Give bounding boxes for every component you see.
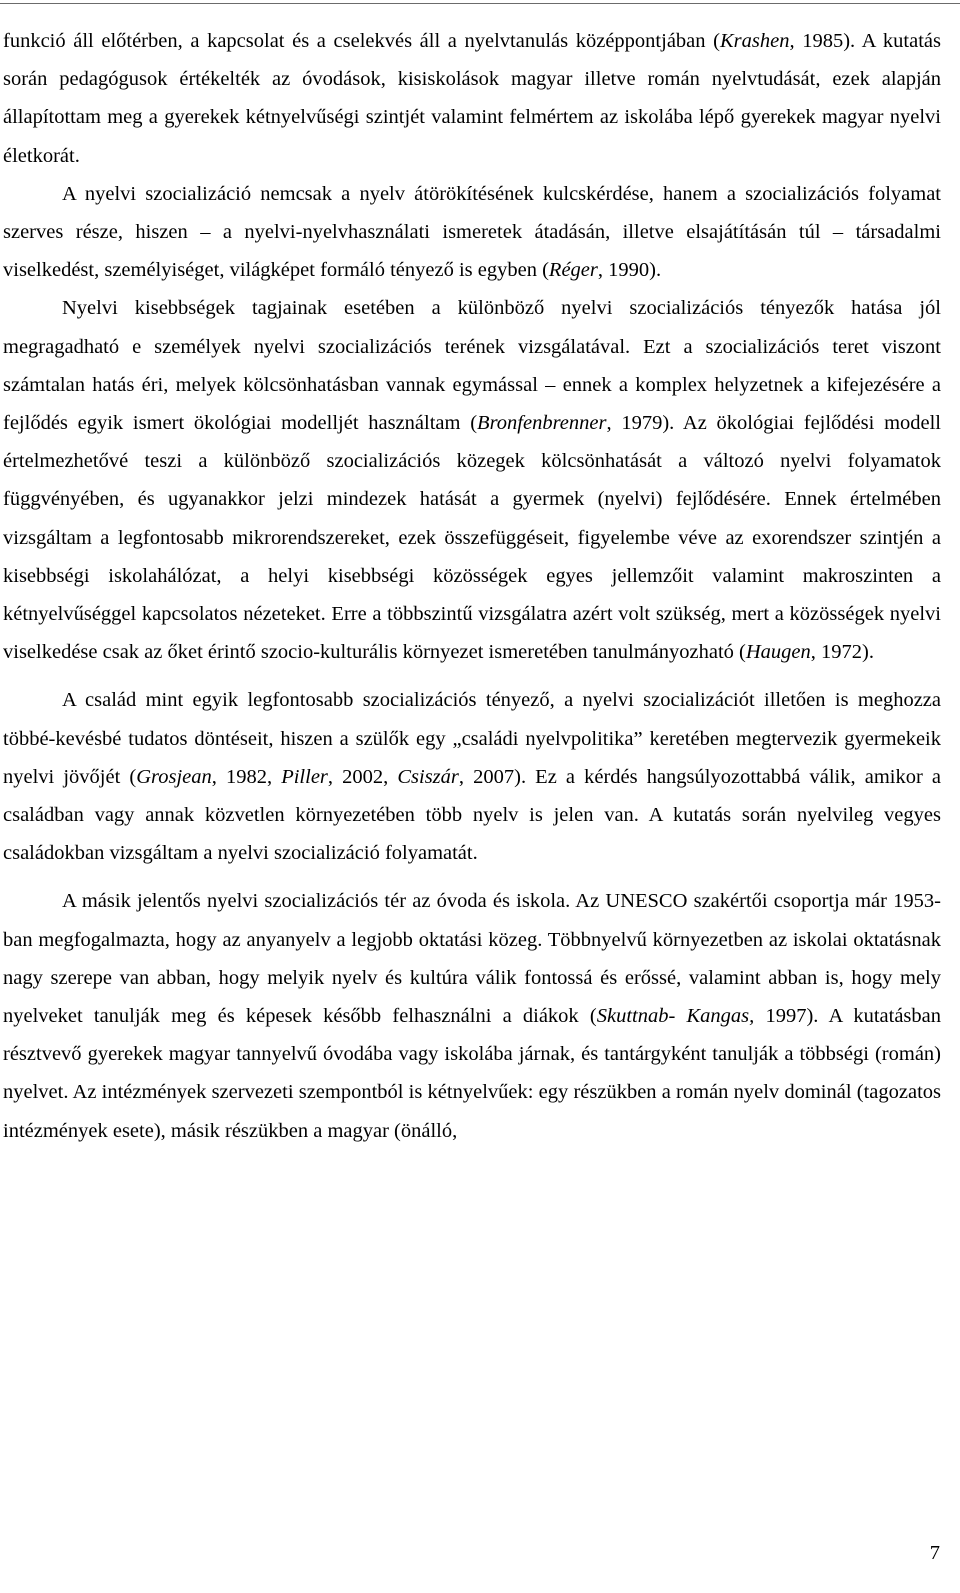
text-run: , 2002, — [327, 765, 398, 788]
paragraph — [3, 289, 941, 671]
citation-author: Csiszár — [397, 765, 459, 788]
citation-author: Skuttnab- Kangas, — [596, 1005, 755, 1028]
citation-author: Krashen, — [719, 30, 795, 52]
paragraph — [3, 882, 941, 1149]
citation-author: Bronfenbrenner — [477, 412, 607, 435]
text-run: , 1979). Az ökológiai fejlődési modell értelmezhetővé teszi a különböző szocializációs közegek kölcsönhatását a változó nyelvi folyamatok függvényében, és ugyanakkor jelzi mindezek hatását a gyermek (nyelvi) fejlődésére. Ennek értelmében vizsgáltam a legfontosabb mikrorendszereket, ezek összefüggéseit, figyelembe véve az exorendszer szintjén a kisebbségi iskolahálózat, a helyi kisebbségi közösségek egyes jellemzőit valamint makroszinten a kétnyelvűséggel kapcsolatos nézeteket. Erre a többszintű vizsgálatra azért volt szükség, mert a közösségek nyelvi viselkedése csak az őket érintő szocio-kulturális környezet ismeretében tanulmányozható ( — [3, 412, 942, 664]
text-run: A nyelvi szocializáció nemcsak a nyelv átörökítésének kulcskérdése, hanem a szocializációs folyamat szerves része, hiszen – a nyelvi-nyelvhasználati ismeretek átadásán, illetve elsajátításán túl – társadalmi viselkedést, személyiséget, világképet formáló tényező is egyben ( — [3, 182, 941, 282]
paragraph — [3, 175, 941, 290]
text-run: Nyelvi kisebbségek tagjainak esetében a különböző nyelvi szocializációs tényezők hatása jól megragadható e személyek nyelvi szocializációs terének vizsgálatával. Ezt a szocializációs teret viszont számtalan hatás éri, melyek kölcsönhatásban vannak egymással – ennek a komplex helyzetnek a kifejezésére a fejlődés egyik ismert ökológiai modelljét használtam ( — [3, 297, 941, 435]
paragraph — [3, 681, 941, 872]
citation-author: Piller — [281, 765, 328, 788]
citation-author: Haugen — [745, 641, 811, 664]
text-run: A másik jelentős nyelvi szocializációs tér az óvoda és iskola. Az UNESCO szakértői csoportja már 1953-ban megfogalmazta, hogy az anyanyelv a legjobb oktatási közeg. Többnyelvű környezetben az iskolai oktatásnak nagy szerepe van abban, hogy melyik nyelv és kultúra válik fontossá és erőssé, valamint abban is, hogy mely nyelveket tanulják meg és képesek később felhasználni a diákok ( — [3, 890, 941, 1028]
text-run: funkció áll előtérben, a kapcsolat és a cselekvés áll a nyelvtanulás középpontjában ( — [3, 30, 720, 52]
text-run: , 1990). — [597, 259, 662, 282]
page-number: 7 — [929, 1542, 940, 1564]
text-run: , 1972). — [810, 641, 874, 664]
text-run: 1985). A kutatás során pedagógusok értékelték az óvodások, kisiskolások magyar illetve román nyelvtudását, ezek alapján állapítottam meg a gyerekek kétnyelvűségi szintjét valamint felmértem az iskolába lépő gyerekek magyar nyelvi életkorát. — [3, 30, 941, 167]
text-run: A család mint egyik legfontosabb szocializációs tényező, a nyelvi szocializációt illetően is meghozza többé-kevésbé tudatos döntéseit, hiszen a szülők egy „családi nyelvpolitika” keretében megtervezik gyermekeik nyelvi jövőjét ( — [3, 689, 941, 788]
text-run: , 2007). Ez a kérdés hangsúlyozottabbá válik, amikor a családban vagy annak közvetlen környezetében több nyelv is jelen van. A kutatás során nyelvileg vegyes családokban vizsgáltam a nyelvi szocializáció folyamatát. — [3, 765, 941, 865]
text-run: , 1982, — [211, 765, 282, 788]
paragraph — [3, 22, 941, 175]
citation-author: Réger — [548, 259, 598, 282]
header-rule — [0, 3, 960, 4]
citation-author: Grosjean — [136, 765, 212, 788]
document-body — [3, 22, 941, 1150]
text-run: 1997). A kutatásban résztvevő gyerekek magyar tannyelvű óvodába vagy iskolába járnak, és tantárgyként tanulják a többségi (román) nyelvet. Az intézmények szervezeti szempontból is kétnyelvűek: egy részükben a román nyelv dominál (tagozatos intézmények esete), másik részükben a magyar (önálló, — [3, 1005, 942, 1142]
